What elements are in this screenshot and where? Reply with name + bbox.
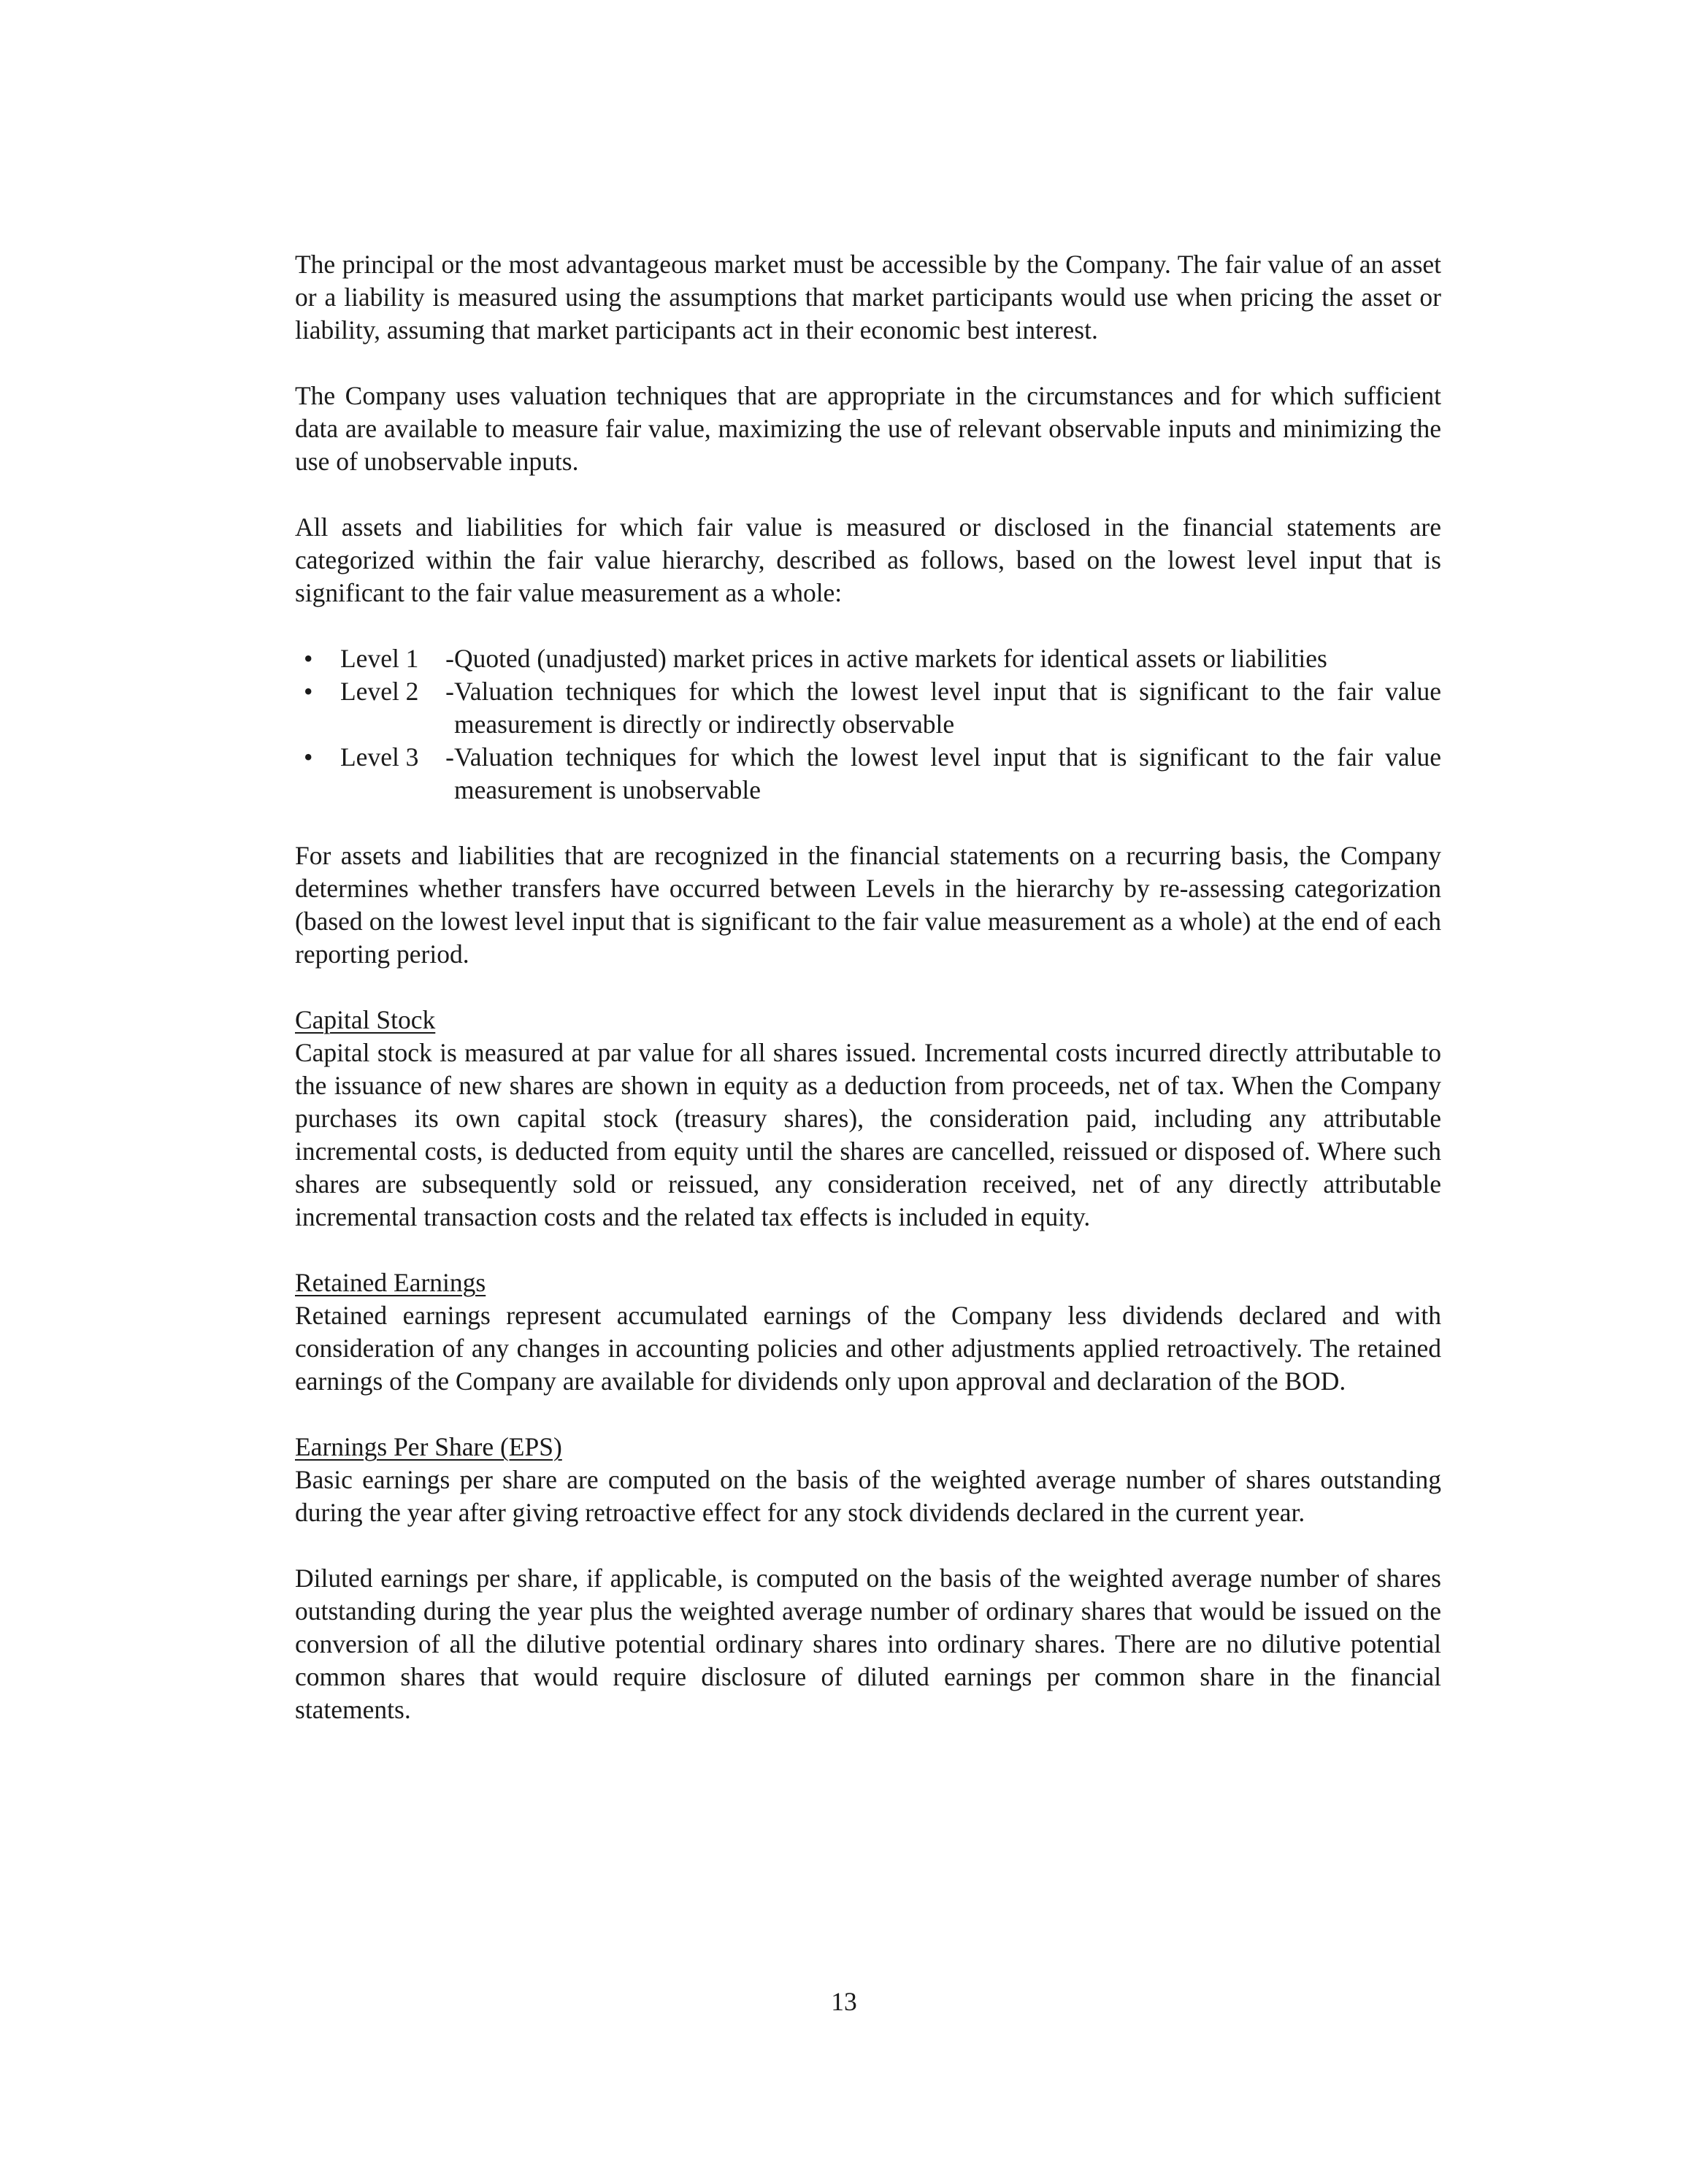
level-description: Quoted (unadjusted) market prices in active markets for identical assets or liabilities bbox=[454, 644, 1327, 673]
level-description: Valuation techniques for which the lowest level input that is significant to the fair value measurement is directly or indirectly observable bbox=[454, 677, 1441, 739]
paragraph-retained-earnings: Retained earnings represent accumulated earnings of the Company less dividends declared and with consideration of any changes in accounting policies and other adjustments applied retroactively. The retained earnings of the Company are available for dividends only upon approval and declaration of the BOD. bbox=[295, 1301, 1441, 1396]
paragraph-principal-market: The principal or the most advantageous market must be accessible by the Company. The fair value of an asset or a liability is measured using the assumptions that market participants would use when pricing the asset or liability, assuming that market participants act in their economic best interest. bbox=[295, 250, 1441, 345]
level-label bbox=[340, 675, 454, 741]
level-dash: - bbox=[445, 644, 454, 673]
level-dash: - bbox=[445, 677, 454, 706]
list-item-level-2 bbox=[295, 675, 1441, 741]
paragraph-capital-stock: Capital stock is measured at par value for all shares issued. Incremental costs incurred directly attributable to the issuance of new shares are shown in equity as a deduction from proceeds, net of tax. When the Company purchases its own capital stock (treasury shares), the consideration paid, including any attributable incremental costs, is deducted from equity until the shares are cancelled, reissued or disposed of. Where such shares are subsequently sold or reissued, any consideration received, net of any directly attributable incremental transaction costs and the related tax effects is included in equity. bbox=[295, 1038, 1441, 1231]
bullet-icon: • bbox=[304, 742, 313, 772]
page-number: 13 bbox=[831, 1987, 857, 2016]
paragraph-valuation-techniques: The Company uses valuation techniques that are appropriate in the circumstances and for which sufficient data are available to measure fair value, maximizing the use of relevant observable inputs and minimizing the use of unobservable inputs. bbox=[295, 381, 1441, 476]
level-label bbox=[340, 642, 454, 675]
bullet-icon: • bbox=[304, 677, 313, 706]
list-item-level-1 bbox=[295, 642, 1441, 675]
bullet-icon: • bbox=[304, 644, 313, 673]
heading-capital-stock: Capital Stock bbox=[295, 1005, 436, 1034]
heading-retained-earnings: Retained Earnings bbox=[295, 1268, 486, 1297]
paragraph-basic-eps: Basic earnings per share are computed on the basis of the weighted average number of shares outstanding during the year after giving retroactive effect for any stock dividends declared in the current year. bbox=[295, 1465, 1441, 1527]
level-name: Level 3 bbox=[340, 742, 419, 772]
hierarchy-levels-list bbox=[295, 642, 1441, 807]
level-label bbox=[340, 741, 454, 807]
level-name: Level 1 bbox=[340, 644, 419, 673]
paragraph-level-transfers: For assets and liabilities that are recognized in the financial statements on a recurring basis, the Company determines whether transfers have occurred between Levels in the hierarchy by re-assessing categorization (based on the lowest level input that is significant to the fair value measurement as a whole) at the end of each reporting period. bbox=[295, 841, 1441, 969]
paragraph-fair-value-hierarchy: All assets and liabilities for which fair value is measured or disclosed in the financial statements are categorized within the fair value hierarchy, described as follows, based on the lowest level input that is significant to the fair value measurement as a whole: bbox=[295, 512, 1441, 607]
level-dash: - bbox=[445, 742, 454, 772]
level-name: Level 2 bbox=[340, 677, 419, 706]
list-item-level-3 bbox=[295, 741, 1441, 807]
document-page bbox=[295, 248, 1441, 1726]
paragraph-diluted-eps: Diluted earnings per share, if applicable, is computed on the basis of the weighted average number of shares outstanding during the year plus the weighted average number of ordinary shares that would be issued on the conversion of all the dilutive potential ordinary shares into ordinary shares. There are no dilutive potential common shares that would require disclosure of diluted earnings per common share in the financial statements. bbox=[295, 1564, 1441, 1724]
heading-earnings-per-share: Earnings Per Share (EPS) bbox=[295, 1432, 562, 1461]
level-description: Valuation techniques for which the lowest level input that is significant to the fair value measurement is unobservable bbox=[454, 742, 1441, 804]
